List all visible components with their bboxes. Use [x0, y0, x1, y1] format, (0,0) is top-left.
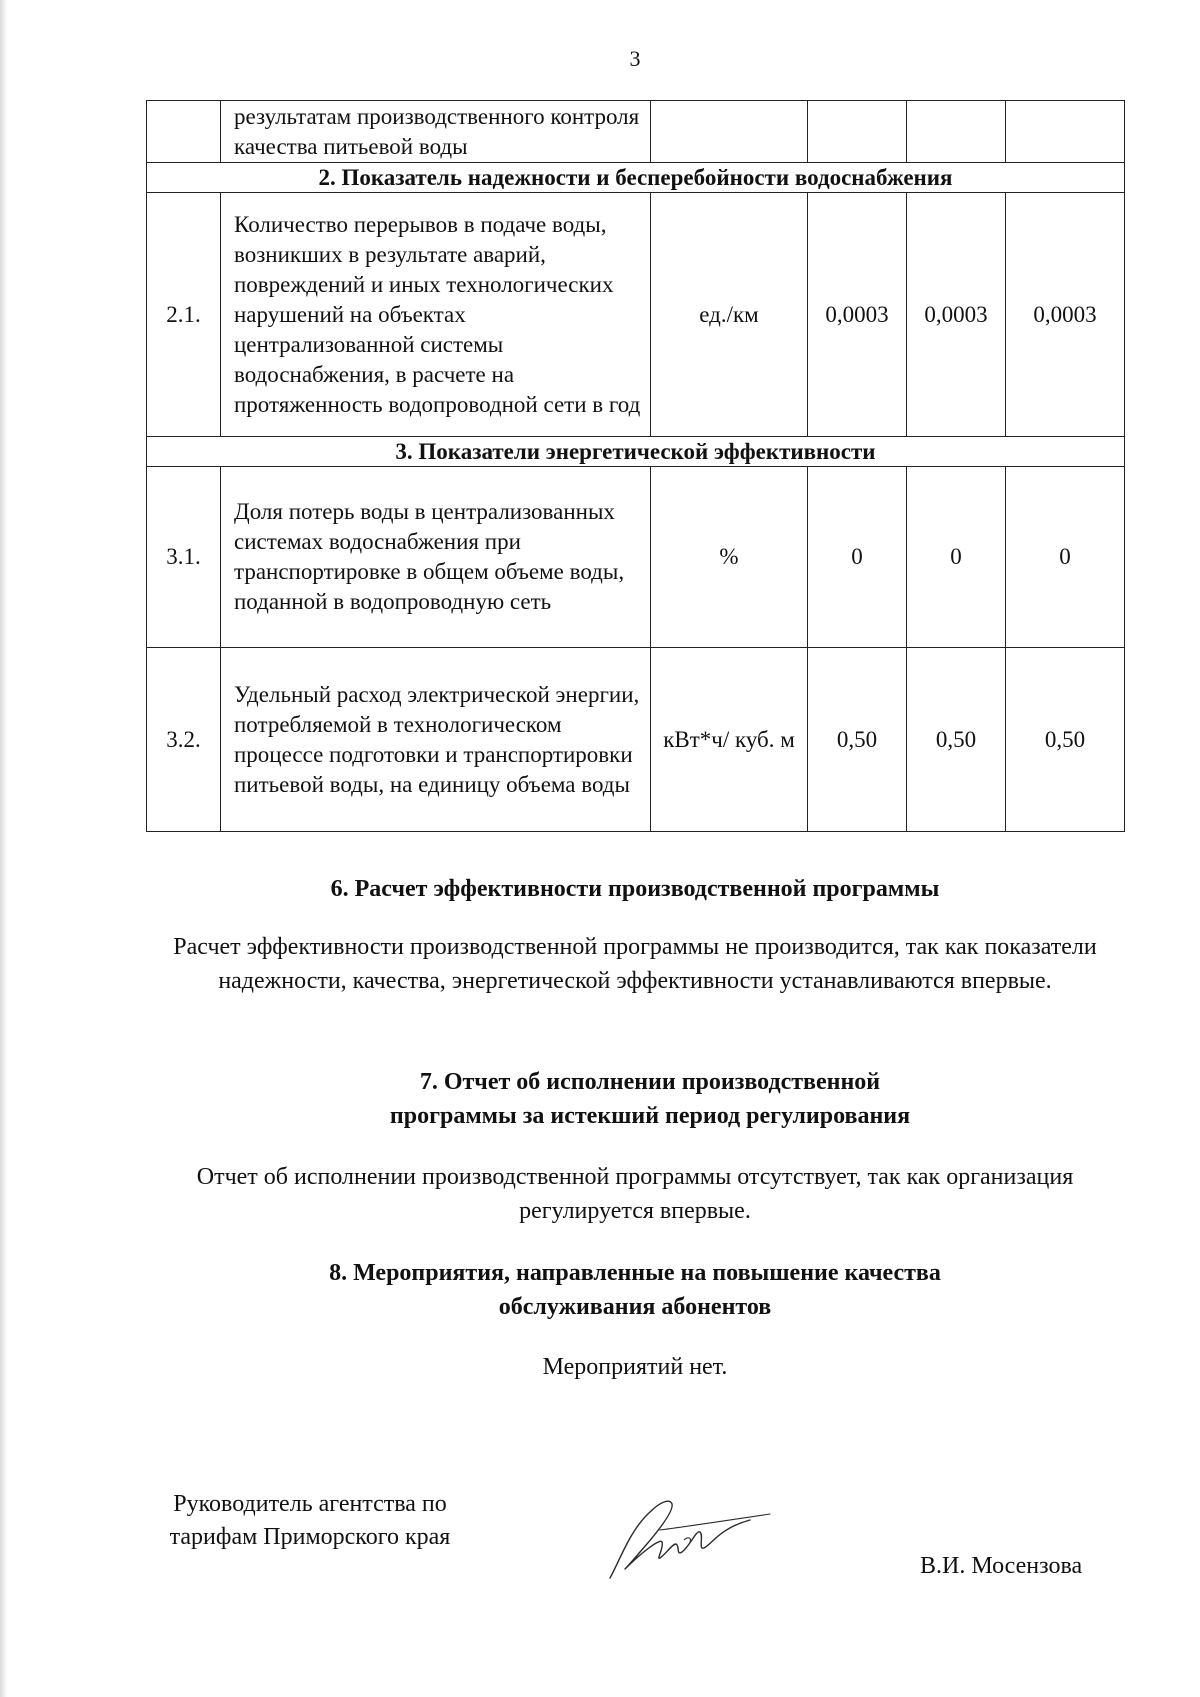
section-title-cell: 2. Показатель надежности и бесперебойности водоснабжения [147, 163, 1125, 193]
section-8-heading: 8. Мероприятия, направленные на повышение качества обслуживания абонентов [329, 1260, 941, 1320]
section-row [147, 163, 1125, 193]
section-8-text: Мероприятий нет. [542, 1354, 728, 1380]
section-7-heading: 7. Отчет об исполнении производственной программы за истекший период регулирования [389, 1069, 911, 1129]
row-number-cell: 2.1. [147, 193, 221, 437]
page-edge-shadow [0, 0, 8, 1697]
page-number: 3 [629, 46, 641, 71]
table-row [147, 467, 1125, 648]
table-row [147, 648, 1125, 832]
section-6-text: Расчет эффективности производственной программы не производится, так как показатели надежности, качества, энергетической эффективности устанавливаются впервые. [173, 934, 1097, 994]
value-cell-3 [1006, 101, 1125, 163]
value-cell-3: 0,50 [1006, 648, 1125, 832]
value-cell-1: 0 [808, 467, 907, 648]
signer-name: В.И. Мосензова [920, 1553, 1083, 1579]
signature-mark [600, 1490, 780, 1585]
indicator-name-cell: Удельный расход электрической энергии, потребляемой в технологическом процессе подготовки и транспортировки питьевой воды, на единицу объема воды [221, 648, 651, 832]
value-cell-2 [907, 101, 1006, 163]
indicator-name-cell: Количество перерывов в подаче воды, возникших в результате аварий, повреждений и иных технологических нарушений на объектах централизованной системы водоснабжения, в расчете на протяженность водопроводной сети в год [221, 193, 651, 437]
section-title-cell: 3. Показатели энергетической эффективности [147, 437, 1125, 467]
value-cell-2: 0,50 [907, 648, 1006, 832]
unit-cell: ед./км [651, 193, 808, 437]
value-cell-3: 0,0003 [1006, 193, 1125, 437]
section-7-text: Отчет об исполнении производственной программы отсутствует, так как организация регулируется впервые. [196, 1164, 1074, 1224]
indicators-table [146, 100, 1125, 832]
value-cell-3: 0 [1006, 467, 1125, 648]
unit-cell: % [651, 467, 808, 648]
row-number-cell: 3.1. [147, 467, 221, 648]
row-number-cell [147, 101, 221, 163]
value-cell-1 [808, 101, 907, 163]
row-number-cell: 3.2. [147, 648, 221, 832]
value-cell-1: 0,0003 [808, 193, 907, 437]
value-cell-2: 0,0003 [907, 193, 1006, 437]
value-cell-2: 0 [907, 467, 1006, 648]
signer-position: Руководитель агентства по тарифам Приморского края [169, 1491, 451, 1550]
section-6-heading: 6. Расчет эффективности производственной программы [330, 876, 940, 902]
indicator-name-cell: Доля потерь воды в централизованных системах водоснабжения при транспортировке в общем объеме воды, поданной в водопроводную сеть [221, 467, 651, 648]
indicator-name-cell: результатам производственного контроля качества питьевой воды [221, 101, 651, 163]
table-row-continuation [147, 101, 1125, 163]
table-row [147, 193, 1125, 437]
section-row [147, 437, 1125, 467]
value-cell-1: 0,50 [808, 648, 907, 832]
unit-cell [651, 101, 808, 163]
unit-cell: кВт*ч/ куб. м [651, 648, 808, 832]
